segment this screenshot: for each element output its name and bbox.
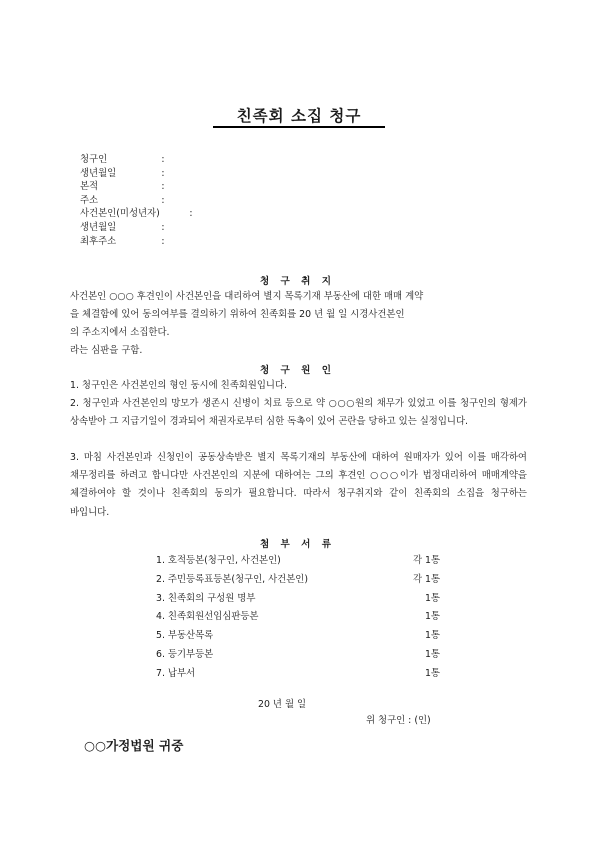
purpose-closing: 라는 심판을 구함. — [70, 345, 143, 356]
attachment-name: 3. 친족회의 구성원 명부 — [156, 592, 256, 604]
field-claimant-birthdate: 생년월일 : — [80, 167, 165, 179]
title-underline — [213, 126, 385, 128]
attachment-name: 1. 호적등본(청구인, 사건본인) — [156, 555, 281, 566]
field-label: 사건본인(미성년자) — [80, 208, 160, 220]
field-label: 주소 — [80, 194, 99, 206]
purpose-line: 의 주소지에서 소집한다. — [70, 327, 170, 338]
cause-heading: 청 구 원 인 — [259, 365, 336, 376]
list-item — [156, 571, 440, 590]
list-item — [156, 552, 440, 571]
purpose-heading: 청 구 취 지 — [259, 276, 336, 287]
field-address: 주소 : — [80, 194, 165, 206]
attachment-name: 4. 친족회원선임심판등본 — [156, 611, 259, 623]
field-principal-birthdate: 생년월일 : — [80, 221, 165, 233]
list-item — [156, 665, 440, 684]
attachment-qty: 1통 — [424, 592, 440, 604]
attachment-qty: 1통 — [424, 611, 440, 623]
document-title: 친족회 소집 청구 — [236, 107, 362, 125]
attachment-qty: 1통 — [424, 630, 440, 642]
cause-paragraph: 1. 청구인은 사건본인의 형인 동시에 친족회원입니다. — [70, 380, 288, 391]
field-label: 생년월일 — [80, 167, 117, 179]
attachments-heading: 첨 부 서 류 — [259, 539, 336, 550]
field-registered-domicile: 본적 : — [80, 181, 165, 193]
field-last-address: 최후주소 : — [80, 235, 165, 247]
field-principal: 사건본인(미성년자) : — [80, 208, 193, 220]
attachment-qty: 각 1통 — [412, 573, 440, 585]
filing-date: 20 년 월 일 — [258, 699, 307, 710]
cause-paragraph: 2. 청구인과 사건본인의 망모가 생존시 신병이 치료 등으로 약 ○○○원의 채무가 있었고 이를 청구인의 형제가 상속받아 그 지급기일이 경과되어 채권자로부터 심한 독촉이 있어 곤란을 당하고 있는 실정입니다. — [70, 398, 527, 428]
list-item — [156, 646, 440, 665]
attachment-qty: 1통 — [424, 648, 440, 660]
attachment-name: 6. 등기부등본 — [156, 648, 214, 660]
attachment-name: 5. 부동산목록 — [156, 630, 214, 642]
attachment-qty: 각 1통 — [412, 555, 440, 566]
purpose-line: 사건본인 ○○○ 후견인이 사건본인을 대리하여 별지 목록기재 부동산에 대한 매매 계약 — [70, 291, 424, 302]
field-label: 최후주소 — [80, 235, 117, 247]
field-label: 생년월일 — [80, 221, 117, 233]
field-label: 본적 — [80, 181, 99, 193]
attachment-name: 7. 납부서 — [156, 667, 196, 679]
field-label: 청구인 — [80, 154, 108, 165]
cause-paragraph: 3. 마침 사건본인과 신청인이 공동상속받은 별지 목록기재의 부동산에 대하여 원매자가 있어 이를 매각하여 채무정리를 하려고 합니다만 사건본인의 지분에 대하여는 그의 후견인 ○○○이가 법정대리하여 매매계약을 체결하여야 할 것이나 친족회의 동의가 필요합니다. 따라서 청구취지와 같이 친족회의 소집을 청구하는 바입니다. — [70, 452, 527, 518]
list-item — [156, 608, 440, 627]
court-addressee: ○○가정법원 귀중 — [84, 738, 184, 753]
party-info — [80, 153, 196, 248]
attachments-list — [156, 552, 440, 684]
attachment-name: 2. 주민등록표등본(청구인, 사건본인) — [156, 573, 308, 585]
signature-line: 위 청구인 : (인) — [366, 715, 431, 726]
list-item — [156, 627, 440, 646]
field-claimant: 청구인 : — [80, 154, 165, 165]
purpose-line: 을 체결함에 있어 동의여부를 결의하기 위하여 친족회를 20 년 월 일 시경사건본인 — [70, 309, 405, 320]
attachment-qty: 1통 — [424, 667, 440, 679]
list-item — [156, 590, 440, 609]
